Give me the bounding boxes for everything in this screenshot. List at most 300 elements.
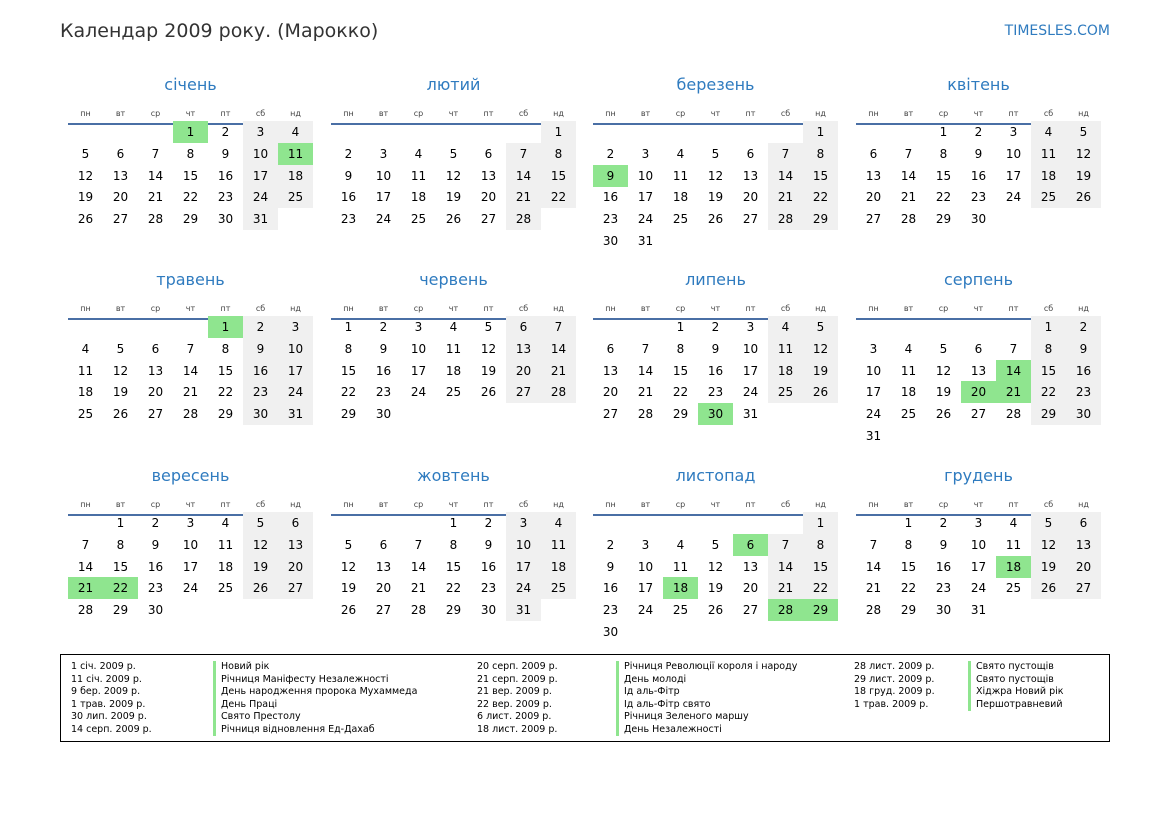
day-cell: 11 (445, 341, 462, 356)
holiday-dates-col-3 (854, 661, 935, 711)
day-cell: 16 (375, 363, 392, 378)
day-cell: 30 (375, 407, 392, 422)
day-cell: 5 (803, 316, 838, 338)
day-cell: 26 (112, 407, 129, 422)
weekday-label: вт (378, 304, 389, 313)
day-cell: 7 (1009, 341, 1018, 356)
holiday-date: 28 лист. 2009 р. (854, 661, 935, 672)
day-cell: 25 (768, 381, 803, 403)
day-cell: 11 (217, 537, 234, 552)
weekday-label: пн (80, 109, 91, 118)
day-cell: 4 (449, 320, 458, 334)
day-cell: 9 (344, 168, 353, 183)
day-cell: 23 (243, 381, 278, 403)
day-cell: 8 (904, 537, 913, 552)
day-cell: 24 (243, 186, 278, 208)
day-cell: 28 (541, 381, 576, 403)
page-title: Календар 2009 року. (Марокко) (60, 20, 379, 42)
day-cell: 15 (182, 168, 199, 183)
day-cell: 12 (935, 363, 952, 378)
day-cell: 11 (278, 143, 313, 165)
day-cell: 29 (803, 208, 838, 230)
day-cell: 12 (445, 168, 462, 183)
day-cell: 8 (1031, 338, 1066, 360)
month-name: жовтень (417, 466, 490, 485)
day-cell: 1 (344, 320, 353, 334)
day-cell: 17 (375, 190, 392, 205)
day-cell: 14 (147, 168, 164, 183)
day-cell: 2 (379, 320, 388, 334)
weekday-label: вт (903, 500, 914, 509)
weekday-label: нд (1078, 109, 1089, 118)
day-cell: 30 (698, 403, 733, 425)
weekday-label: сб (780, 500, 791, 509)
day-cell: 6 (379, 537, 388, 552)
day-cell: 21 (410, 581, 427, 596)
day-cell: 13 (742, 559, 759, 574)
day-cell: 4 (1009, 516, 1018, 530)
day-cell: 23 (147, 581, 164, 596)
day-cell: 5 (711, 537, 720, 552)
weekday-label: ср (150, 500, 161, 509)
holiday-name: Річниця Маніфесту Незалежності (213, 674, 417, 687)
day-cell: 31 (742, 407, 759, 422)
day-cell: 8 (541, 143, 576, 165)
day-cell: 20 (742, 190, 759, 205)
day-cell: 10 (1005, 146, 1022, 161)
day-cell: 20 (1066, 556, 1101, 578)
weekday-label: ср (938, 304, 949, 313)
day-cell: 5 (1031, 512, 1066, 534)
day-cell: 6 (869, 146, 878, 161)
day-cell: 3 (974, 516, 983, 530)
day-cell: 8 (344, 341, 353, 356)
day-cell: 10 (637, 559, 654, 574)
day-cell: 28 (77, 603, 94, 618)
day-cell: 9 (243, 338, 278, 360)
day-cell: 9 (1066, 338, 1101, 360)
day-cell: 12 (77, 168, 94, 183)
day-cell: 17 (278, 360, 313, 382)
day-cell: 15 (217, 363, 234, 378)
site-link[interactable]: TIMESLES.COM (1004, 23, 1110, 39)
day-cell: 12 (340, 559, 357, 574)
holiday-legend (60, 654, 1110, 742)
day-cell: 14 (506, 165, 541, 187)
weekday-label: сб (518, 109, 529, 118)
day-cell: 5 (81, 146, 90, 161)
weekday-label: пн (80, 500, 91, 509)
holiday-name: Першотравневий (968, 699, 1063, 712)
day-cell: 16 (602, 190, 619, 205)
weekday-label: вт (903, 109, 914, 118)
day-cell: 12 (243, 534, 278, 556)
day-cell: 29 (900, 603, 917, 618)
day-cell: 29 (112, 603, 129, 618)
day-cell: 7 (414, 537, 423, 552)
day-cell: 21 (900, 190, 917, 205)
weekday-label: чт (185, 304, 196, 313)
day-cell: 12 (480, 341, 497, 356)
day-cell: 8 (116, 537, 125, 552)
day-cell: 6 (746, 146, 755, 161)
day-cell: 24 (1005, 190, 1022, 205)
day-cell: 18 (996, 556, 1031, 578)
day-cell: 11 (1031, 143, 1066, 165)
weekday-label: вт (378, 109, 389, 118)
day-cell: 30 (1066, 403, 1101, 425)
day-cell: 30 (147, 603, 164, 618)
weekday-label: сб (518, 500, 529, 509)
weekday-label: пн (80, 304, 91, 313)
weekday-label: чт (448, 304, 459, 313)
day-cell: 9 (484, 537, 493, 552)
day-cell: 28 (768, 208, 803, 230)
weekday-label: пн (343, 304, 354, 313)
month-name: березень (676, 75, 755, 94)
day-cell: 17 (637, 190, 654, 205)
holiday-name: Свято Престолу (213, 711, 417, 724)
holiday-date: 21 вер. 2009 р. (477, 686, 552, 697)
day-cell: 27 (480, 212, 497, 227)
day-cell: 21 (865, 581, 882, 596)
day-cell: 29 (445, 603, 462, 618)
day-cell: 8 (449, 537, 458, 552)
holiday-dates-col-2 (477, 661, 558, 736)
day-cell: 26 (77, 212, 94, 227)
day-cell: 30 (602, 234, 619, 248)
day-cell: 30 (602, 625, 619, 639)
day-cell: 26 (707, 603, 724, 618)
day-cell: 18 (445, 363, 462, 378)
day-cell: 3 (869, 341, 878, 356)
day-cell: 2 (151, 516, 160, 530)
day-cell: 21 (996, 381, 1031, 403)
day-cell: 28 (182, 407, 199, 422)
day-cell: 13 (375, 559, 392, 574)
day-cell: 3 (641, 537, 650, 552)
day-cell: 1 (904, 516, 913, 530)
day-cell: 18 (410, 190, 427, 205)
weekday-label: чт (973, 500, 984, 509)
day-cell: 10 (865, 363, 882, 378)
weekday-label: нд (1078, 500, 1089, 509)
day-cell: 5 (116, 341, 125, 356)
day-cell: 19 (935, 385, 952, 400)
day-cell: 17 (410, 363, 427, 378)
weekday-label: сб (255, 304, 266, 313)
day-cell: 11 (410, 168, 427, 183)
day-cell: 23 (935, 581, 952, 596)
day-cell: 21 (768, 577, 803, 599)
day-cell: 14 (182, 363, 199, 378)
day-cell: 27 (112, 212, 129, 227)
holiday-name: День Незалежності (616, 724, 797, 737)
day-cell: 20 (742, 581, 759, 596)
day-cell: 4 (676, 537, 685, 552)
day-cell: 30 (243, 403, 278, 425)
holiday-name: Річниця відновлення Ед-Дахаб (213, 724, 417, 737)
weekday-label: ср (938, 109, 949, 118)
day-cell: 25 (900, 407, 917, 422)
day-cell: 1 (541, 121, 576, 143)
day-cell: 11 (768, 338, 803, 360)
day-cell: 9 (939, 537, 948, 552)
day-cell: 10 (506, 534, 541, 556)
day-cell: 26 (480, 385, 497, 400)
day-cell: 21 (768, 186, 803, 208)
header-rule (593, 123, 838, 125)
day-cell: 16 (1066, 360, 1101, 382)
day-cell: 27 (278, 577, 313, 599)
day-cell: 3 (379, 146, 388, 161)
day-cell: 25 (672, 212, 689, 227)
day-cell: 1 (116, 516, 125, 530)
day-cell: 15 (803, 556, 838, 578)
day-cell: 16 (340, 190, 357, 205)
day-cell: 13 (865, 168, 882, 183)
day-cell: 14 (768, 556, 803, 578)
day-cell: 17 (637, 581, 654, 596)
day-cell: 27 (742, 603, 759, 618)
weekday-label: ср (938, 500, 949, 509)
weekday-label: пт (745, 109, 756, 118)
day-cell: 10 (182, 537, 199, 552)
day-cell: 24 (637, 212, 654, 227)
day-cell: 19 (77, 190, 94, 205)
day-cell: 5 (939, 341, 948, 356)
weekday-label: вт (640, 109, 651, 118)
day-cell: 17 (243, 165, 278, 187)
holiday-names-col-2 (616, 661, 797, 736)
day-cell: 20 (147, 385, 164, 400)
day-cell: 1 (449, 516, 458, 530)
day-cell: 7 (186, 341, 195, 356)
day-cell: 20 (506, 360, 541, 382)
day-cell: 14 (768, 165, 803, 187)
day-cell: 19 (707, 581, 724, 596)
day-cell: 6 (151, 341, 160, 356)
day-cell: 29 (803, 599, 838, 621)
holiday-date: 22 вер. 2009 р. (477, 698, 552, 710)
day-cell: 7 (151, 146, 160, 161)
day-cell: 25 (672, 603, 689, 618)
day-cell: 4 (81, 341, 90, 356)
day-cell: 22 (103, 577, 138, 599)
month-name: червень (419, 270, 488, 289)
day-cell: 31 (278, 403, 313, 425)
day-cell: 3 (186, 516, 195, 530)
holiday-name: Ід аль-Фітр свято (616, 699, 797, 712)
weekday-label: пт (220, 109, 231, 118)
weekday-label: вт (903, 304, 914, 313)
day-cell: 30 (970, 212, 987, 227)
holiday-name: День молоді (616, 674, 797, 687)
day-cell: 23 (480, 581, 497, 596)
day-cell: 9 (379, 341, 388, 356)
day-cell: 7 (869, 537, 878, 552)
day-cell: 26 (935, 407, 952, 422)
day-cell: 19 (445, 190, 462, 205)
month-name: грудень (944, 466, 1013, 485)
weekday-label: сб (255, 109, 266, 118)
day-cell: 18 (672, 190, 689, 205)
day-cell: 19 (243, 556, 278, 578)
day-cell: 10 (637, 168, 654, 183)
day-cell: 6 (974, 341, 983, 356)
holiday-date: 1 трав. 2009 р. (71, 698, 146, 710)
day-cell: 6 (733, 534, 768, 556)
day-cell: 26 (340, 603, 357, 618)
day-cell: 6 (606, 341, 615, 356)
day-cell: 13 (112, 168, 129, 183)
day-cell: 4 (768, 316, 803, 338)
weekday-label: сб (1043, 500, 1054, 509)
holiday-date: 18 лист. 2009 р. (477, 723, 558, 735)
day-cell: 23 (1066, 381, 1101, 403)
day-cell: 4 (1031, 121, 1066, 143)
day-cell: 29 (182, 212, 199, 227)
holiday-name: День народження пророка Мухаммеда (213, 686, 417, 699)
weekday-label: нд (815, 500, 826, 509)
day-cell: 18 (663, 577, 698, 599)
weekday-label: чт (710, 500, 721, 509)
holiday-date: 18 груд. 2009 р. (854, 686, 935, 697)
day-cell: 14 (900, 168, 917, 183)
weekday-label: пт (220, 304, 231, 313)
day-cell: 22 (803, 186, 838, 208)
day-cell: 28 (410, 603, 427, 618)
day-cell: 1 (939, 125, 948, 139)
day-cell: 20 (480, 190, 497, 205)
day-cell: 7 (768, 143, 803, 165)
day-cell: 31 (506, 599, 541, 621)
day-cell: 22 (935, 190, 952, 205)
day-cell: 30 (935, 603, 952, 618)
day-cell: 27 (375, 603, 392, 618)
day-cell: 3 (1009, 125, 1018, 139)
day-cell: 27 (1066, 577, 1101, 599)
weekday-label: пн (605, 304, 616, 313)
day-cell: 19 (707, 190, 724, 205)
weekday-label: чт (448, 109, 459, 118)
day-cell: 9 (974, 146, 983, 161)
day-cell: 5 (344, 537, 353, 552)
weekday-label: чт (710, 304, 721, 313)
day-cell: 1 (208, 316, 243, 338)
weekday-label: ср (413, 109, 424, 118)
month-name: липень (685, 270, 746, 289)
day-cell: 25 (217, 581, 234, 596)
weekday-label: чт (710, 109, 721, 118)
day-cell: 4 (676, 146, 685, 161)
day-cell: 3 (641, 146, 650, 161)
weekday-label: ср (150, 304, 161, 313)
holiday-date: 1 трав. 2009 р. (854, 698, 929, 710)
day-cell: 25 (1005, 581, 1022, 596)
weekday-label: нд (815, 304, 826, 313)
holiday-name: Річниця Революції короля і народу (616, 661, 797, 674)
day-cell: 16 (480, 559, 497, 574)
day-cell: 3 (414, 320, 423, 334)
day-cell: 12 (1031, 534, 1066, 556)
day-cell: 23 (217, 190, 234, 205)
day-cell: 31 (865, 429, 882, 443)
day-cell: 24 (182, 581, 199, 596)
day-cell: 1 (1031, 316, 1066, 338)
day-cell: 24 (375, 212, 392, 227)
day-cell: 2 (939, 516, 948, 530)
holiday-date: 21 серп. 2009 р. (477, 673, 558, 685)
day-cell: 13 (970, 363, 987, 378)
day-cell: 1 (803, 512, 838, 534)
day-cell: 22 (182, 190, 199, 205)
day-cell: 2 (243, 316, 278, 338)
day-cell: 3 (506, 512, 541, 534)
day-cell: 7 (641, 341, 650, 356)
holiday-names-col-3 (968, 661, 1063, 711)
weekday-label: пт (483, 500, 494, 509)
weekday-label: сб (518, 304, 529, 313)
day-cell: 12 (803, 338, 838, 360)
day-cell: 27 (970, 407, 987, 422)
day-cell: 22 (1031, 381, 1066, 403)
day-cell: 10 (278, 338, 313, 360)
day-cell: 8 (803, 534, 838, 556)
day-cell: 21 (541, 360, 576, 382)
day-cell: 31 (243, 208, 278, 230)
day-cell: 19 (340, 581, 357, 596)
day-cell: 28 (900, 212, 917, 227)
day-cell: 3 (243, 121, 278, 143)
weekday-label: пт (745, 304, 756, 313)
day-cell: 2 (711, 320, 720, 334)
holiday-name: Хіджра Новий рік (968, 686, 1063, 699)
weekday-label: пн (868, 109, 879, 118)
day-cell: 6 (278, 512, 313, 534)
day-cell: 2 (606, 537, 615, 552)
day-cell: 24 (278, 381, 313, 403)
day-cell: 5 (449, 146, 458, 161)
day-cell: 27 (506, 381, 541, 403)
day-cell: 7 (904, 146, 913, 161)
day-cell: 27 (147, 407, 164, 422)
day-cell: 30 (480, 603, 497, 618)
holiday-date: 6 лист. 2009 р. (477, 711, 552, 722)
day-cell: 2 (221, 125, 230, 139)
holiday-date: 29 лист. 2009 р. (854, 673, 935, 685)
day-cell: 2 (974, 125, 983, 139)
day-cell: 6 (506, 316, 541, 338)
holiday-name: Ід аль-Фітр (616, 686, 797, 699)
day-cell: 22 (672, 385, 689, 400)
day-cell: 21 (68, 577, 103, 599)
day-cell: 13 (278, 534, 313, 556)
day-cell: 19 (112, 385, 129, 400)
day-cell: 29 (217, 407, 234, 422)
month-name: вересень (151, 466, 230, 485)
day-cell: 11 (1005, 537, 1022, 552)
day-cell: 6 (116, 146, 125, 161)
day-cell: 6 (484, 146, 493, 161)
day-cell: 20 (865, 190, 882, 205)
day-cell: 20 (602, 385, 619, 400)
day-cell: 24 (637, 603, 654, 618)
day-cell: 11 (672, 559, 689, 574)
day-cell: 26 (803, 381, 838, 403)
weekday-label: пт (745, 500, 756, 509)
day-cell: 30 (217, 212, 234, 227)
